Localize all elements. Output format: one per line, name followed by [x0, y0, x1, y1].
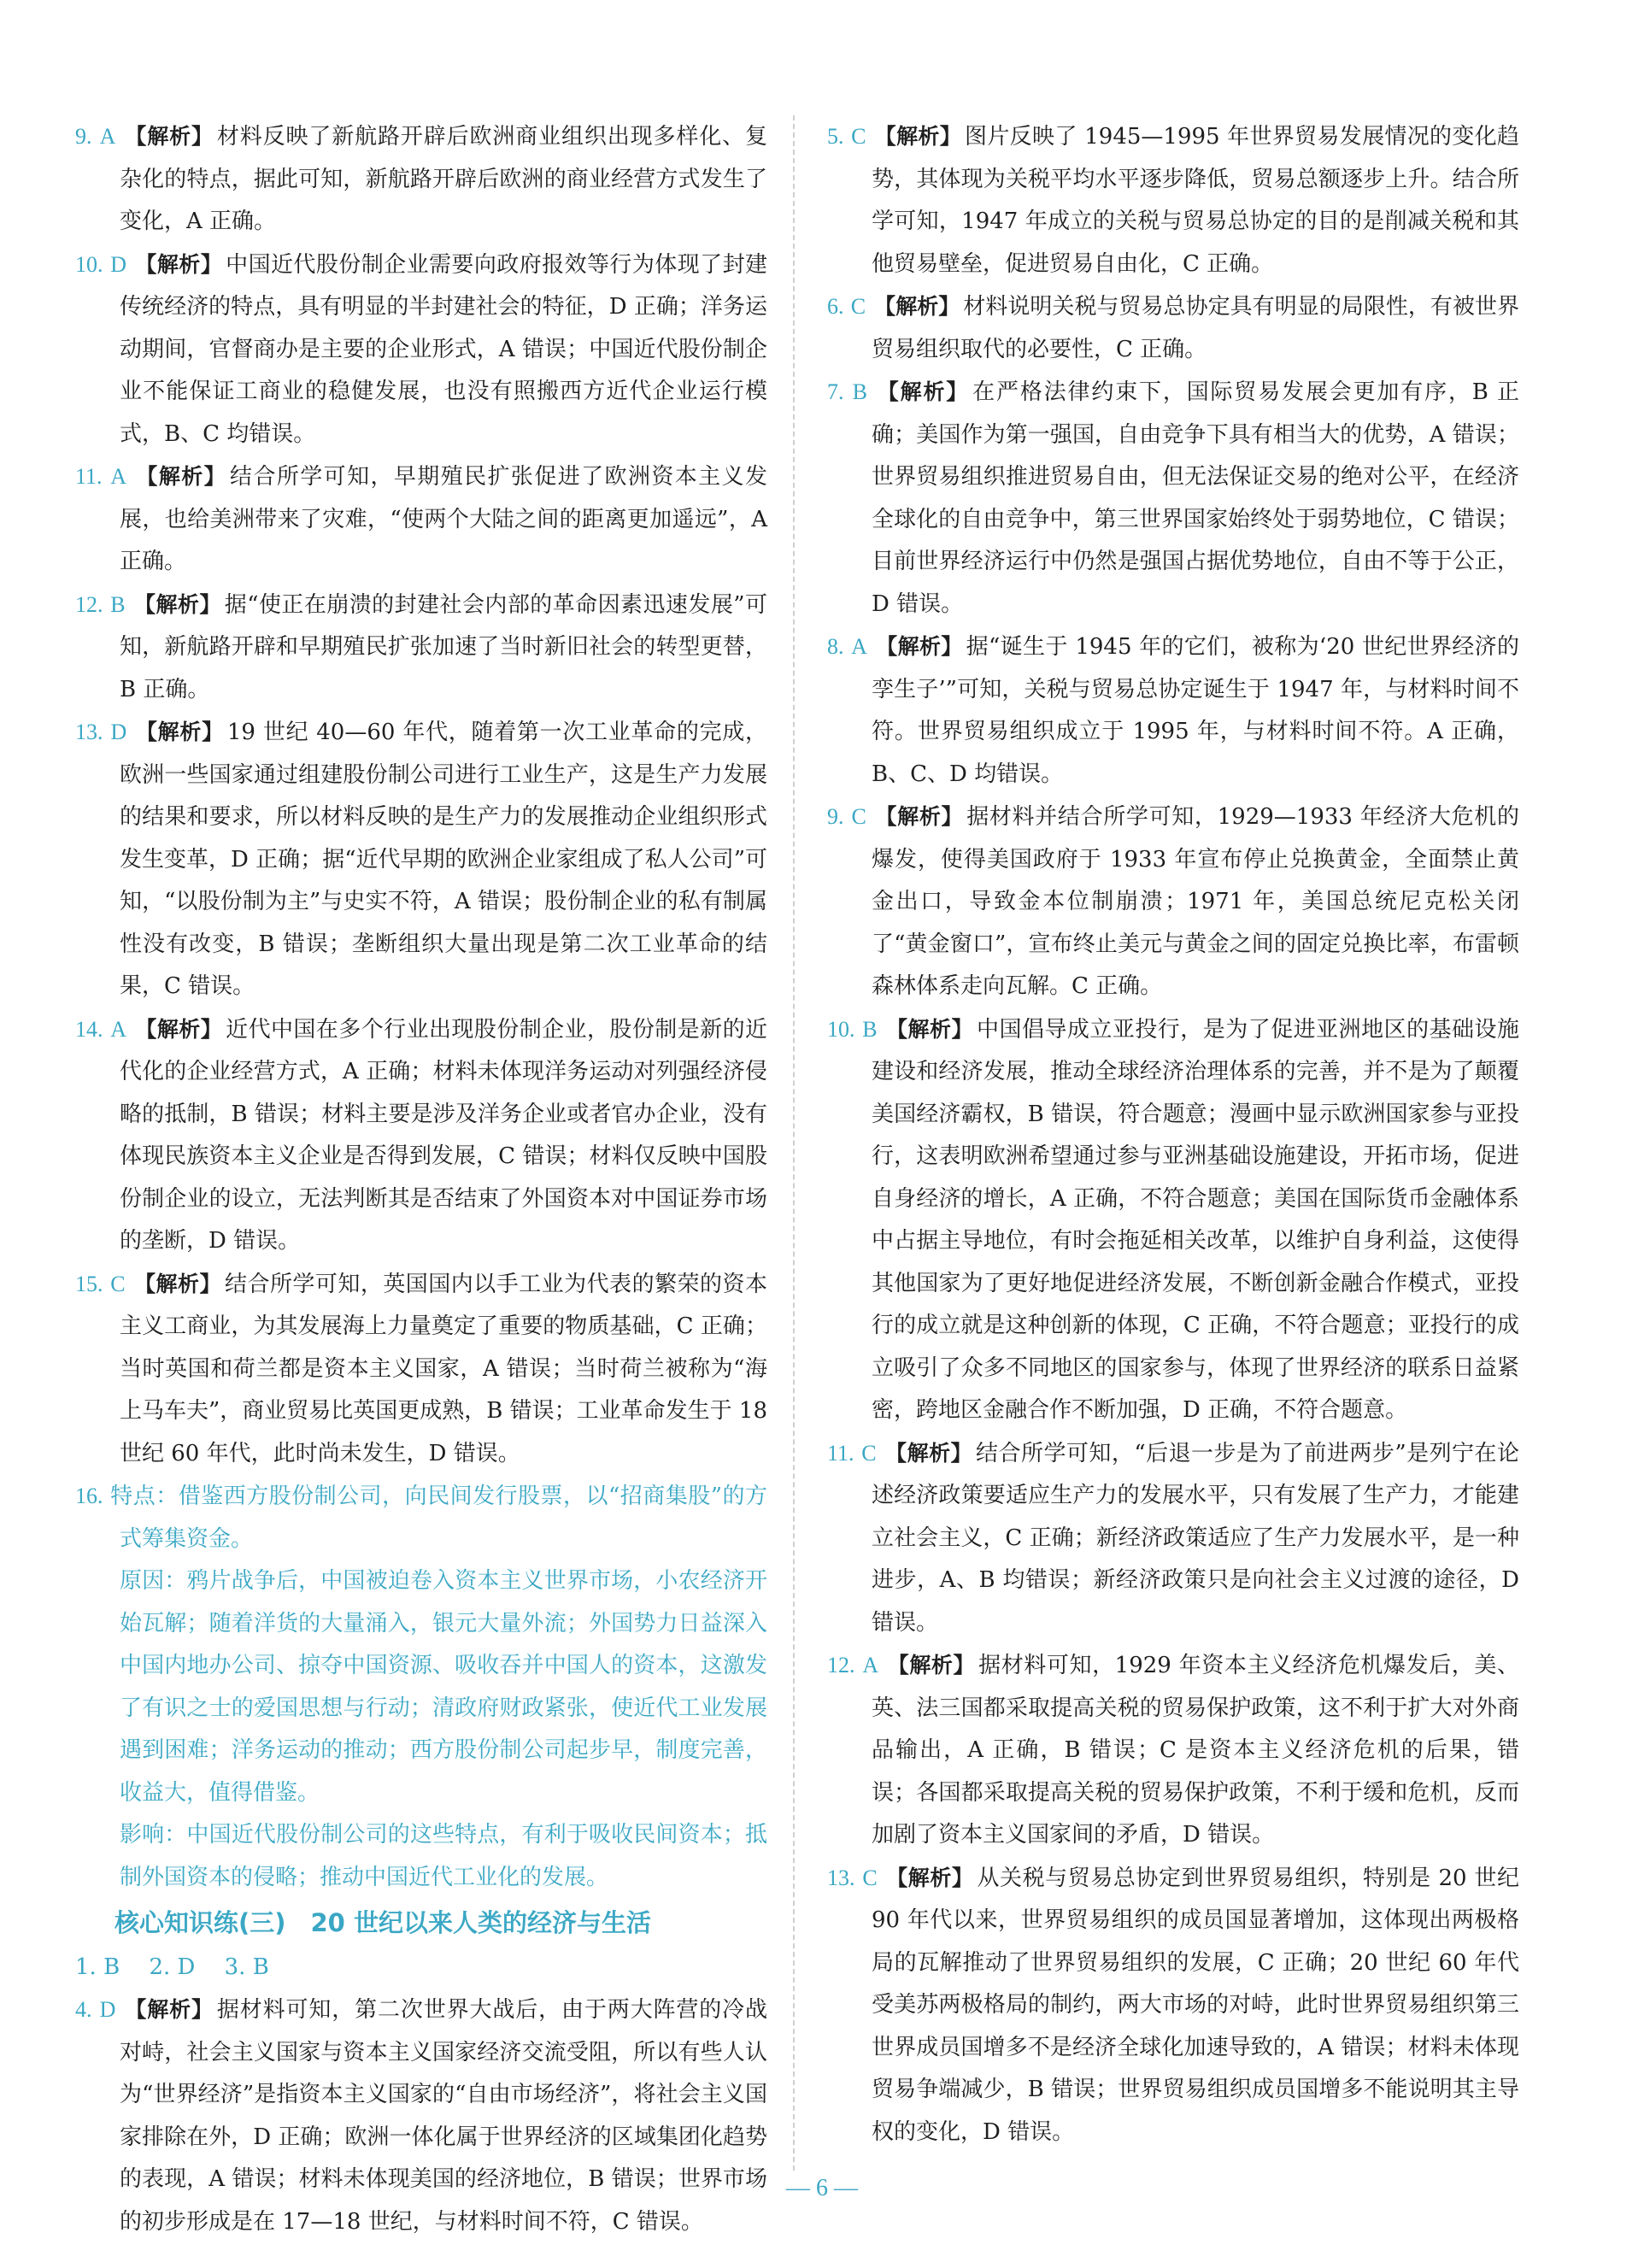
- analysis-tag: 【解析】: [875, 379, 970, 404]
- answer-letter: B: [110, 591, 126, 617]
- quick-answer-1: 1. B: [75, 1954, 120, 1980]
- answer-letter: B: [862, 1016, 878, 1042]
- page-number: — 6 —: [786, 2175, 858, 2201]
- question-number: 12.: [827, 1653, 855, 1677]
- analysis-tag: 【解析】: [133, 591, 221, 617]
- answer-item: [75, 711, 767, 1008]
- analysis-tag: 【解析】: [885, 1016, 973, 1042]
- analysis-tag: 【解析】: [124, 124, 214, 149]
- analysis-tag: 【解析】: [874, 124, 962, 149]
- question-number: 6.: [827, 294, 844, 319]
- question-number: 8.: [827, 634, 844, 659]
- explanation-text: 据材料并结合所学可知，1929—1933 年经济大危机的爆发，使得美国政府于 1933 年宣布停止兑换黄金，全面禁止黄金出口，导致金本位制崩溃；1971 年，美国总统尼克松关闭了“黄金窗口”，宣布终止美元与黄金之间的固定兑换比率，布雷顿森林体系走向瓦解。C 正确。: [872, 804, 1519, 999]
- question-number: 16.: [75, 1484, 103, 1508]
- analysis-tag: 【解析】: [135, 464, 227, 489]
- explanation-text: 结合所学可知，“后退一步是为了前进两步”是列宁在论述经济政策要适应生产力的发展水平，只有发展了生产力，才能建立社会主义，C 正确；新经济政策适应了生产力发展水平，是一种进步，A、B 均错误；新经济政策只是向社会主义过渡的途径，D 错误。: [872, 1440, 1519, 1636]
- answer-letter: C: [850, 294, 866, 319]
- explanation-text: 结合所学可知，早期殖民扩张促进了欧洲资本主义发展，也给美洲带来了灾难，“使两个大陆之间的距离更加遥远”，A 正确。: [120, 464, 767, 574]
- explanation-text: 从关税与贸易总协定到世界贸易组织，特别是 20 世纪 90 年代以来，世界贸易组织的成员国显著增加，这体现出两极格局的瓦解推动了世界贸易组织的发展，C 正确；20 世纪 60 年代受美苏两极格局的制约，两大市场的对峙，此时世界贸易组织第三世界成员国增多不是经济全球化加速导致的，A 错误；材料未体现贸易争端减少，B 错误；世界贸易组织成员国增多不能说明其主导权的变化，D 错误。: [872, 1865, 1519, 2145]
- answer-item: [827, 796, 1519, 1008]
- column-divider: [793, 115, 795, 2171]
- answer-item: [827, 1008, 1519, 1432]
- analysis-tag: 【解析】: [885, 1865, 974, 1890]
- question-number: 9.: [75, 124, 92, 149]
- explanation-text: 中国近代股份制企业需要向政府报效等行为体现了封建传统经济的特点，具有明显的半封建社会的特征，D 正确；洋务运动期间，官督商办是主要的企业形式，A 错误；中国近代股份制企业不能保证工商业的稳健发展，也没有照搬西方近代企业运行模式，B、C 均错误。: [120, 251, 767, 447]
- answer-item: [75, 1008, 767, 1263]
- explanation-text: 材料说明关税与贸易总协定具有明显的局限性，有被世界贸易组织取代的必要性，C 正确。: [872, 294, 1519, 362]
- answer-letter: A: [110, 1016, 126, 1042]
- answer-item: [75, 115, 767, 244]
- answer-letter: D: [110, 720, 127, 744]
- question-number: 13.: [827, 1865, 855, 1890]
- question-number: 11.: [75, 464, 103, 489]
- answer-letter: A: [99, 124, 116, 149]
- answer-letter: C: [110, 1271, 126, 1296]
- answer-item: [75, 244, 767, 456]
- answer-item: [827, 1432, 1519, 1645]
- question-number: 10.: [75, 251, 103, 277]
- answer-letter: D: [99, 1997, 116, 2022]
- analysis-tag: 【解析】: [875, 634, 963, 659]
- answer-item: [75, 455, 767, 584]
- explanation-text: 据材料可知，1929 年资本主义经济危机爆发后，美、英、法三国都采取提高关税的贸易保护政策，这不利于扩大对外商品输出，A 正确，B 错误；C 是资本主义经济危机的后果，错误；各国都采取提高关税的贸易保护政策，不利于缓和危机，反而加剧了资本主义国家间的矛盾，D 错误。: [872, 1653, 1519, 1848]
- question-number: 7.: [827, 379, 844, 404]
- answer-letter: A: [851, 634, 867, 659]
- explanation-text: 中国倡导成立亚投行，是为了促进亚洲地区的基础设施建设和经济发展，推动全球经济治理体系的完善，并不是为了颠覆美国经济霸权，B 错误，符合题意；漫画中显示欧洲国家参与亚投行，这表明欧洲希望通过参与亚洲基础设施建设，开拓市场，促进自身经济的增长，A 正确，不符合题意；美国在国际货币金融体系中占据主导地位，有时会拖延相关改革，以维护自身利益，这使得其他国家为了更好地促进经济发展，不断创新金融合作模式，亚投行的成立就是这种创新的体现，C 正确，不符合题意；亚投行的成立吸引了众多不同地区的国家参与，体现了世界经济的联系日益紧密，跨地区金融合作不断加强，D 正确，不符合题意。: [872, 1016, 1519, 1423]
- q16-features: 特点：借鉴西方股份制公司，向民间发行股票，以“招商集股”的方式筹集资金。: [110, 1484, 768, 1552]
- left-column: [75, 115, 767, 2243]
- answer-item: [75, 584, 767, 712]
- question-number: 11.: [827, 1440, 854, 1466]
- analysis-tag: 【解析】: [887, 1653, 976, 1677]
- answer-item: [827, 115, 1519, 285]
- answer-letter: B: [852, 379, 867, 404]
- section-title: 核心知识练(三) 20 世纪以来人类的经济与生活: [114, 1908, 651, 1937]
- analysis-tag: 【解析】: [874, 804, 964, 829]
- analysis-tag: 【解析】: [124, 1997, 214, 2022]
- answer-letter: D: [110, 251, 126, 277]
- answer-letter: C: [851, 804, 866, 829]
- quick-answers: [75, 1947, 767, 1989]
- answer-letter: A: [862, 1653, 879, 1677]
- answer-item: [827, 626, 1519, 796]
- quick-answer-3: 3. B: [224, 1954, 269, 1980]
- analysis-tag: 【解析】: [874, 294, 960, 319]
- explanation-text: 据材料可知，第二次世界大战后，由于两大阵营的冷战对峙，社会主义国家与资本主义国家经济交流受阻，所以有些人认为“世界经济”是指资本主义国家的“自由市场经济”，将社会主义国家排除在外，D 正确；欧洲一体化属于世界经济的区域集团化趋势的表现，A 错误；材料未体现美国的经济地位，B 错误；世界市场的初步形成是在 17—18 世纪，与材料时间不符，C 错误。: [120, 1997, 767, 2235]
- explanation-text: 结合所学可知，英国国内以手工业为代表的繁荣的资本主义工商业，为其发展海上力量奠定了重要的物质基础，C 正确；当时英国和荷兰都是资本主义国家，A 错误；当时荷兰被称为“海上马车夫”，商业贸易比英国更成熟，B 错误；工业革命发生于 18 世纪 60 年代，此时尚未发生，D 错误。: [120, 1271, 768, 1466]
- explanation-text: 19 世纪 40—60 年代，随着第一次工业革命的完成，欧洲一些国家通过组建股份制公司进行工业生产，这是生产力发展的结果和要求，所以材料反映的是生产力的发展推动企业组织形式发生变革，D 正确；据“近代早期的欧洲企业家组成了私人公司”可知，“以股份制为主”与史实不符，A 错误；股份制企业的私有制属性没有改变，B 错误；垄断组织大量出现是第二次工业革命的结果，C 错误。: [120, 720, 768, 999]
- answer-item: [827, 1644, 1519, 1857]
- answer-item: [827, 371, 1519, 626]
- explanation-text: 图片反映了 1945—1995 年世界贸易发展情况的变化趋势，其体现为关税平均水平逐步降低，贸易总额逐步上升。结合所学可知，1947 年成立的关税与贸易总协定的目的是削减关税和其他贸易壁垒，促进贸易自由化，C 正确。: [872, 124, 1519, 277]
- question-number: 5.: [827, 124, 844, 149]
- answer-item: [827, 1857, 1519, 2154]
- analysis-tag: 【解析】: [134, 251, 223, 277]
- question-number: 9.: [827, 804, 844, 829]
- question-number: 4.: [75, 1997, 92, 2022]
- explanation-text: 在严格法律约束下，国际贸易发展会更加有序，B 正确；美国作为第一强国，自由竞争下具有相当大的优势，A 错误；世界贸易组织推进贸易自由，但无法保证交易的绝对公平，在经济全球化的自由竞争中，第三世界国家始终处于弱势地位，C 错误；目前世界经济运行中仍然是强国占据优势地位，自由不等于公正，D 错误。: [872, 379, 1519, 617]
- analysis-tag: 【解析】: [135, 720, 224, 744]
- explanation-text: 据“使正在崩溃的封建社会内部的革命因素迅速发展”可知，新航路开辟和早期殖民扩张加速了当时新旧社会的转型更替，B 正确。: [120, 591, 767, 702]
- question-number: 15.: [75, 1271, 103, 1296]
- analysis-tag: 【解析】: [134, 1016, 223, 1042]
- answer-item: [827, 285, 1519, 371]
- right-column: [827, 115, 1519, 2153]
- answer-letter: C: [851, 124, 866, 149]
- q16-impact: 影响：中国近代股份制公司的这些特点，有利于吸收民间资本；抵制外国资本的侵略；推动中国近代工业化的发展。: [120, 1822, 767, 1890]
- explanation-text: 据“诞生于 1945 年的它们，被称为‘20 世纪世界经济的孪生子’”可知，关税与贸易总协定诞生于 1947 年，与材料时间不符。世界贸易组织成立于 1995 年，与材料时间不符。A 正确，B、C、D 均错误。: [872, 634, 1519, 787]
- answer-letter: A: [110, 464, 126, 489]
- answer-letter: C: [861, 1440, 877, 1466]
- explanation-text: 材料反映了新航路开辟后欧洲商业组织出现多样化、复杂化的特点，据此可知，新航路开辟后欧洲的商业经营方式发生了变化，A 正确。: [120, 124, 767, 234]
- question-number: 13.: [75, 720, 103, 744]
- answer-letter: C: [862, 1865, 878, 1890]
- question-number: 12.: [75, 591, 103, 617]
- question-number: 10.: [827, 1016, 855, 1042]
- quick-answer-2: 2. D: [149, 1954, 196, 1980]
- analysis-tag: 【解析】: [133, 1271, 221, 1296]
- answer-item: [75, 1263, 767, 1476]
- answer-item-16: [75, 1475, 767, 1560]
- question-number: 14.: [75, 1016, 103, 1042]
- analysis-tag: 【解析】: [884, 1440, 973, 1466]
- explanation-text: 近代中国在多个行业出现股份制企业，股份制是新的近代化的企业经营方式，A 正确；材料未体现洋务运动对列强经济侵略的抵制，B 错误；材料主要是涉及洋务企业或者官办企业，没有体现民族资本主义企业是否得到发展，C 错误；材料仅反映中国股份制企业的设立，无法判断其是否结束了外国资本对中国证券市场的垄断，D 错误。: [120, 1016, 767, 1254]
- q16-reasons: 原因：鸦片战争后，中国被迫卷入资本主义世界市场，小农经济开始瓦解；随着洋货的大量涌入，银元大量外流；外国势力日益深入中国内地办公司、掠夺中国资源、吸收吞并中国人的资本，这激发了有识之士的爱国思想与行动；清政府财政紧张，使近代工业发展遇到困难；洋务运动的推动；西方股份制公司起步早，制度完善，收益大，值得借鉴。: [120, 1568, 767, 1806]
- answer-item: [75, 1989, 767, 2243]
